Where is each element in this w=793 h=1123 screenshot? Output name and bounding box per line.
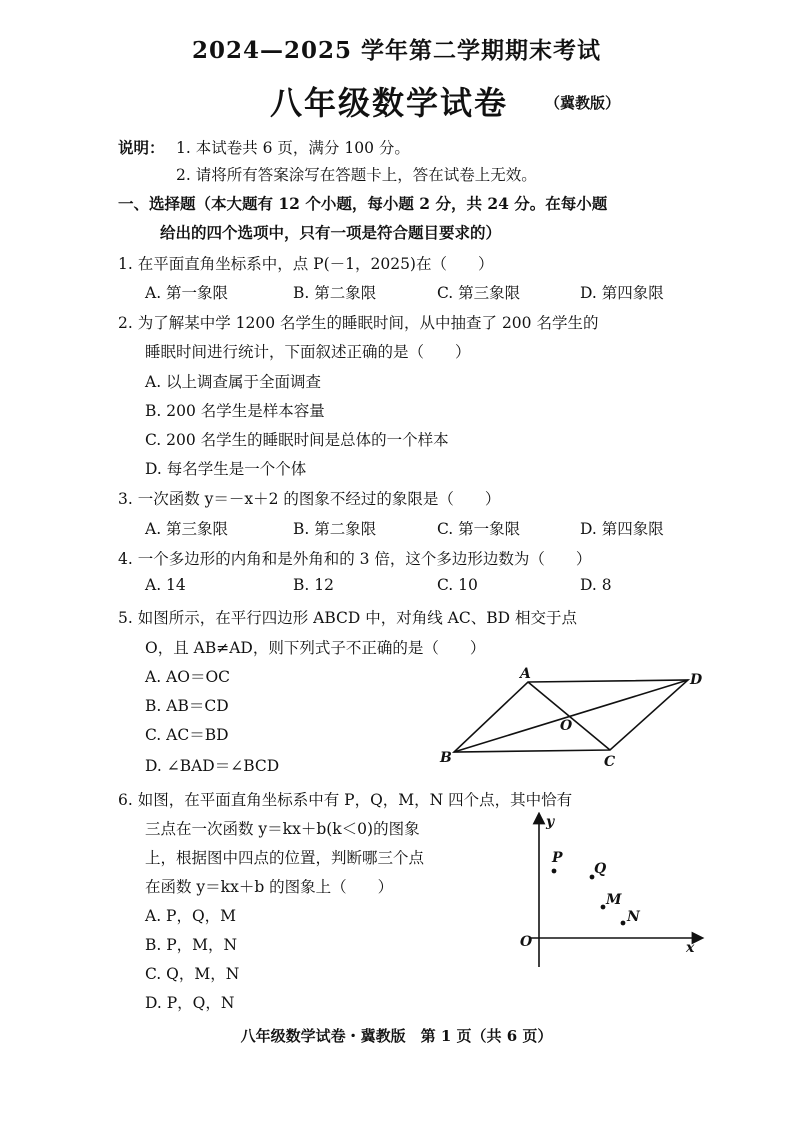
vertex-label-a: A: [520, 666, 531, 682]
point-q-label: Q: [594, 861, 607, 877]
coordinate-diagram: [510, 812, 705, 972]
question-1-option-c: C. 第三象限: [437, 284, 521, 302]
instructions-label: 说明：: [118, 138, 165, 157]
instruction-item-1: 1. 本试卷共 6 页，满分 100 分。: [176, 139, 410, 157]
section-heading-line1: 一、选择题（本大题有 12 个小题，每小题 2 分，共 24 分。在每小题: [118, 194, 608, 213]
question-5-stem-line1: 5. 如图所示，在平行四边形 ABCD 中，对角线 AC、BD 相交于点: [118, 609, 577, 627]
question-6-stem-line1: 6. 如图，在平面直角坐标系中有 P，Q，M，N 四个点，其中恰有: [118, 791, 573, 809]
question-3-option-b: B. 第二象限: [293, 520, 377, 538]
question-2-option-d: D. 每名学生是一个个体: [145, 460, 307, 478]
question-4-option-d: D. 8: [580, 576, 612, 594]
exam-title: 2024—2025 学年第二学期期末考试: [191, 37, 602, 64]
question-6-option-a: A. P，Q，M: [145, 907, 237, 925]
paper-title: 八年级数学试卷: [270, 84, 509, 122]
question-6-stem-line3: 上，根据图中四点的位置，判断哪三个点: [145, 849, 425, 867]
question-1-option-a: A. 第一象限: [145, 284, 229, 302]
point-n-label: N: [627, 909, 640, 925]
question-4-stem: 4. 一个多边形的内角和是外角和的 3 倍，这个多边形边数为（ ）: [118, 550, 592, 568]
question-6-option-d: D. P，Q，N: [145, 994, 235, 1012]
question-4-option-a: A. 14: [145, 576, 186, 594]
question-1-option-b: B. 第二象限: [293, 284, 377, 302]
section-heading-line2: 给出的四个选项中，只有一项是符合题目要求的）: [160, 223, 502, 242]
question-5-option-b: B. AB＝CD: [145, 697, 229, 715]
question-2-option-b: B. 200 名学生是样本容量: [145, 402, 325, 420]
question-3-option-c: C. 第一象限: [437, 520, 521, 538]
point-p-label: P: [552, 850, 563, 866]
vertex-label-b: B: [440, 750, 452, 766]
question-5-option-d: D. ∠BAD＝∠BCD: [145, 757, 280, 775]
vertex-label-d: D: [690, 672, 703, 688]
x-axis-label: x: [686, 940, 695, 956]
question-5-option-a: A. AO＝OC: [145, 668, 231, 686]
page-footer: 八年级数学试卷・冀教版 第 1 页（共 6 页）: [240, 1027, 553, 1045]
center-label-o: O: [560, 718, 573, 734]
point-n: [621, 921, 626, 926]
question-2-option-a: A. 以上调查属于全面调查: [145, 373, 322, 391]
question-4-option-b: B. 12: [293, 576, 334, 594]
edition-label: （冀教版）: [545, 94, 621, 112]
question-6-option-b: B. P，M，N: [145, 936, 238, 954]
question-1-stem: 1. 在平面直角坐标系中，点 P(－1，2025)在（ ）: [118, 255, 494, 273]
vertex-label-c: C: [604, 754, 616, 770]
point-m: [601, 905, 606, 910]
origin-label: O: [520, 934, 533, 950]
question-3-option-d: D. 第四象限: [580, 520, 664, 538]
diagonal-bd: [454, 680, 688, 752]
question-3-option-a: A. 第三象限: [145, 520, 229, 538]
point-p: [552, 869, 557, 874]
question-2-stem-line1: 2. 为了解某中学 1200 名学生的睡眠时间，从中抽查了 200 名学生的: [118, 314, 599, 332]
question-4-option-c: C. 10: [437, 576, 478, 594]
instruction-item-2: 2. 请将所有答案涂写在答题卡上，答在试卷上无效。: [176, 166, 537, 184]
question-5-stem-line2: O，且 AB≠AD，则下列式子不正确的是（ ）: [145, 639, 486, 657]
question-1-option-d: D. 第四象限: [580, 284, 664, 302]
parallelogram-diagram: [430, 662, 720, 772]
question-6-stem-line4: 在函数 y＝kx＋b 的图象上（ ）: [145, 878, 394, 896]
question-3-stem: 3. 一次函数 y＝－x＋2 的图象不经过的象限是（ ）: [118, 490, 501, 508]
question-5-option-c: C. AC＝BD: [145, 726, 229, 744]
question-6-option-c: C. Q，M，N: [145, 965, 240, 983]
y-axis-label: y: [546, 814, 555, 830]
question-2-stem-line2: 睡眠时间进行统计，下面叙述正确的是（ ）: [145, 343, 471, 361]
question-6-stem-line2: 三点在一次函数 y＝kx＋b(k＜0)的图象: [145, 820, 420, 838]
question-2-option-c: C. 200 名学生的睡眠时间是总体的一个样本: [145, 431, 449, 449]
point-m-label: M: [606, 892, 622, 908]
